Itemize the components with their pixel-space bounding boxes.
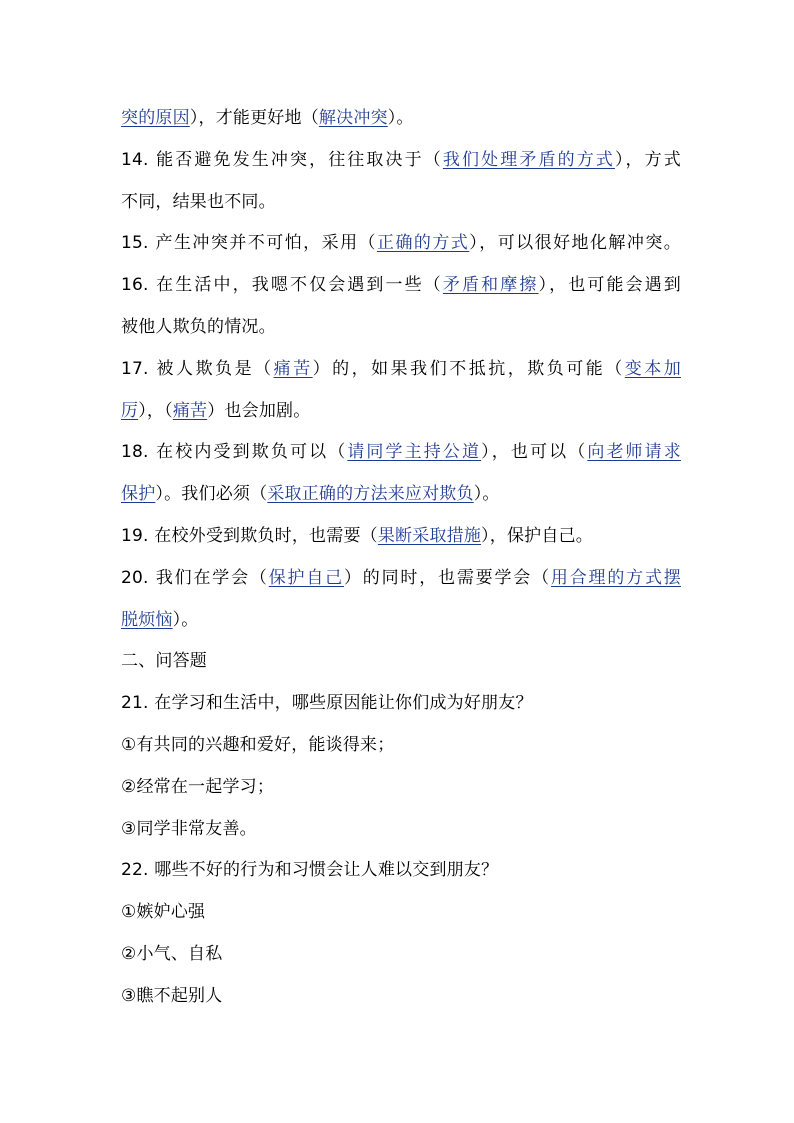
question-text: ①有共同的兴趣和爱好，能谈得来； (121, 734, 395, 755)
text-line (121, 98, 681, 140)
question-text: 二、问答题 (121, 651, 207, 672)
question-text: ），可以很好地化解冲突。 (469, 233, 681, 254)
question-text: 不同，结果也不同。 (121, 191, 276, 212)
answer-text: 向老师请求 (587, 442, 681, 463)
question-text: 20. 我们在学会（ (121, 567, 269, 588)
document-body (121, 98, 681, 1018)
text-line (121, 934, 681, 976)
question-text: ③同学非常友善。 (121, 818, 257, 839)
question-text: ），也可以（ (481, 442, 588, 463)
answer-text: 脱烦恼 (121, 609, 173, 630)
question-text: ）。 (387, 108, 414, 128)
question-text: ），保护自己。 (481, 525, 593, 546)
question-text: ）。 (172, 609, 199, 630)
answer-text: 保护 (121, 484, 156, 505)
question-text: ③瞧不起别人 (121, 985, 223, 1006)
text-line (121, 809, 681, 851)
answer-text: 保护自己 (268, 567, 344, 588)
text-line (121, 474, 681, 516)
question-text: 21. 在学习和生活中，哪些原因能让你们成为好朋友？ (121, 693, 533, 714)
question-text: ），也可能会遇到 (538, 275, 681, 296)
question-text: ）的同时，也需要学会（ (343, 567, 551, 588)
question-text: ②经常在一起学习； (121, 776, 275, 797)
answer-text: 矛盾和摩擦 (442, 275, 539, 296)
text-line (121, 683, 681, 725)
question-text: ），（ (138, 400, 173, 421)
question-text: ①嫉妒心强 (121, 902, 206, 923)
question-text: ②小气、自私 (121, 943, 223, 964)
text-line (121, 432, 681, 474)
question-text: 17. 被人欺负是（ (121, 358, 274, 379)
answer-text: 厉 (121, 400, 139, 421)
answer-text: 变本加 (624, 358, 681, 379)
answer-text: 解决冲突 (318, 108, 388, 128)
text-line (121, 265, 681, 307)
question-text: ）的，如果我们不抵抗，欺负可能（ (312, 358, 625, 379)
question-text: 22. 哪些不好的行为和习惯会让人难以交到朋友？ (121, 860, 499, 881)
text-line (121, 641, 681, 683)
text-line (121, 976, 681, 1018)
question-text: ），方式 (614, 149, 681, 170)
answer-text: 痛苦 (172, 400, 208, 421)
text-line (121, 892, 681, 934)
text-line (121, 725, 681, 767)
question-text: 15. 产生冲突并不可怕，采用（ (121, 233, 377, 254)
text-line (121, 223, 681, 265)
text-line (121, 850, 681, 892)
text-line (121, 182, 681, 224)
question-text: 14. 能否避免发生冲突，往往取决于（ (121, 149, 443, 170)
question-text: ），才能更好地（ (189, 108, 319, 128)
text-line (121, 307, 681, 349)
question-text: ）。我们必须（ (155, 484, 268, 505)
question-text: ）。 (473, 484, 500, 505)
question-text: 18. 在校内受到欺负可以（ (121, 442, 348, 463)
text-line (121, 140, 681, 182)
answer-text: 突的原因 (121, 108, 190, 128)
text-line (121, 391, 681, 433)
answer-text: 我们处理矛盾的方式 (442, 149, 615, 170)
answer-text: 请同学主持公道 (347, 442, 482, 463)
question-text: ）也会加剧。 (207, 400, 311, 421)
answer-text: 痛苦 (273, 358, 313, 379)
question-text: 16. 在生活中，我嗯不仅会遇到一些（ (121, 275, 443, 296)
answer-text: 用合理的方式摆 (550, 567, 681, 588)
text-line (121, 600, 681, 642)
answer-text: 正确的方式 (376, 233, 470, 254)
answer-text: 果断采取措施 (377, 525, 482, 546)
answer-text: 采取正确的方法来应对欺负 (267, 484, 474, 505)
text-line (121, 558, 681, 600)
text-line (121, 516, 681, 558)
text-line (121, 767, 681, 809)
question-text: 被他人欺负的情况。 (121, 316, 276, 337)
text-line (121, 349, 681, 391)
question-text: 19. 在校外受到欺负时，也需要（ (121, 525, 378, 546)
